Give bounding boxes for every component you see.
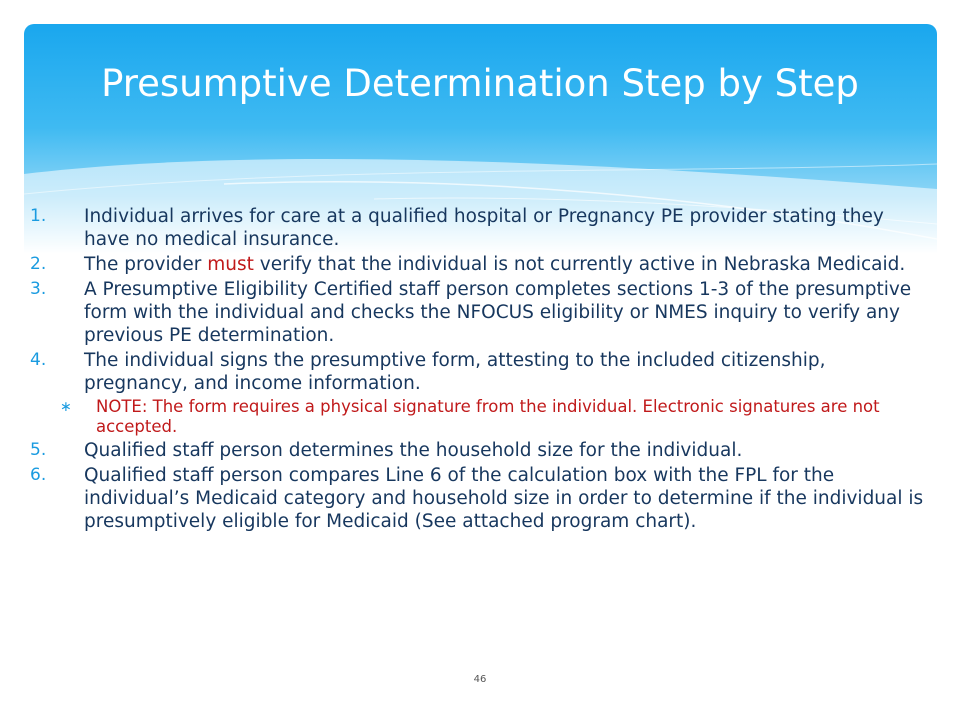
item-number: 5. bbox=[30, 440, 47, 460]
list-item bbox=[30, 278, 935, 347]
list-item bbox=[30, 205, 935, 251]
item-number: 6. bbox=[30, 465, 47, 485]
item-text: The individual signs the presumptive form, attesting to the included citizenship, pregnancy, and income information. bbox=[84, 350, 826, 394]
item-text-after: verify that the individual is not currently active in Nebraska Medicaid. bbox=[253, 254, 906, 275]
item-text-before: The provider bbox=[84, 254, 208, 275]
list-item bbox=[30, 464, 935, 533]
item-number: 1. bbox=[30, 206, 47, 226]
item-number: 2. bbox=[30, 254, 47, 274]
item-text: Qualified staff person compares Line 6 of the calculation box with the FPL for the individual’s Medicaid category and household size in order to determine if the individual is presumptively eligible for Medicaid (See attached program chart). bbox=[84, 465, 924, 532]
item-text: Qualified staff person determines the household size for the individual. bbox=[84, 440, 743, 461]
page-number: 46 bbox=[473, 674, 487, 685]
item-text: A Presumptive Eligibility Certified staff person completes sections 1-3 of the presumptive form with the individual and checks the NFOCUS eligibility or NMES inquiry to verify any previous PE determination. bbox=[84, 279, 912, 346]
steps-list bbox=[30, 205, 935, 535]
item-emphasis: must bbox=[207, 254, 254, 275]
item-number: 4. bbox=[30, 350, 47, 370]
note-text: NOTE: The form requires a physical signature from the individual. Electronic signatures are not accepted. bbox=[96, 397, 880, 436]
asterisk-bullet-icon: ∗ bbox=[60, 399, 72, 415]
item-text: Individual arrives for care at a qualified hospital or Pregnancy PE provider stating they have no medical insurance. bbox=[84, 206, 884, 250]
list-item bbox=[30, 439, 935, 462]
note-item bbox=[30, 397, 935, 437]
item-number: 3. bbox=[30, 279, 47, 299]
list-item bbox=[30, 349, 935, 395]
slide-title: Presumptive Determination Step by Step bbox=[101, 62, 859, 105]
list-item bbox=[30, 253, 935, 276]
